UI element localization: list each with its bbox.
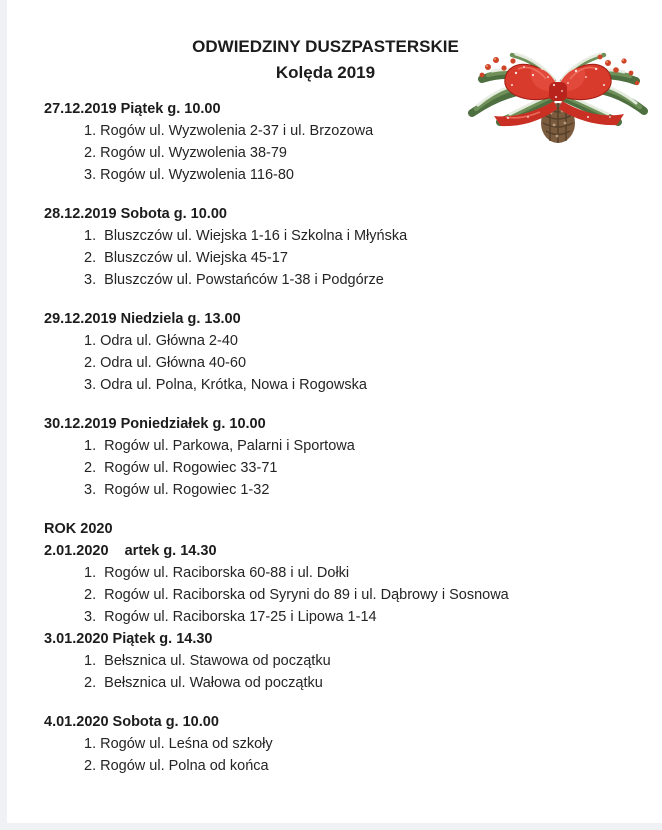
schedule-item: 3. Odra ul. Polna, Krótka, Nowa i Rogowska — [84, 377, 367, 393]
schedule-section — [44, 628, 622, 694]
section-heading: 29.12.2019 Niedziela g. 13.00 — [44, 311, 241, 327]
schedule-item: 2. Rogów ul. Rogowiec 33-71 — [84, 460, 278, 476]
schedule-item: 2. Rogów ul. Polna od końca — [84, 758, 269, 774]
schedule-item: 1. Rogów ul. Wyzwolenia 2-37 i ul. Brzozowa — [84, 123, 374, 139]
section-heading: ROK 2020 — [44, 521, 113, 537]
schedule-item: 2. Rogów ul. Wyzwolenia 38-79 — [84, 145, 287, 161]
schedule-item: 2. Bluszczów ul. Wiejska 45-17 — [84, 250, 288, 266]
schedule-item: 1. Bełsznica ul. Stawowa od początku — [84, 653, 331, 669]
section-heading: 27.12.2019 Piątek g. 10.00 — [44, 101, 221, 117]
schedule-item: 1. Odra ul. Główna 2-40 — [84, 333, 238, 349]
schedule-section — [44, 98, 622, 186]
schedule-section — [44, 308, 622, 396]
schedule-item: 2. Rogów ul. Raciborska od Syryni do 89 i ul. Dąbrowy i Sosnowa — [84, 587, 509, 603]
schedule-item: 1. Rogów ul. Parkowa, Palarni i Sportowa — [84, 438, 355, 454]
schedule-section — [44, 540, 622, 628]
section-heading: 4.01.2020 Sobota g. 10.00 — [44, 714, 219, 730]
schedule-section — [44, 518, 622, 540]
schedule-item: 3. Rogów ul. Wyzwolenia 116-80 — [84, 167, 294, 183]
section-heading: 28.12.2019 Sobota g. 10.00 — [44, 206, 227, 222]
document-header — [44, 34, 607, 86]
section-heading: 2.01.2020 artek g. 14.30 — [44, 543, 217, 559]
schedule-item: 2. Bełsznica ul. Wałowa od początku — [84, 675, 323, 691]
schedule-item: 2. Odra ul. Główna 40-60 — [84, 355, 247, 371]
section-heading: 3.01.2020 Piątek g. 14.30 — [44, 631, 213, 647]
page-title: ODWIEDZINY DUSZPASTERSKIE — [192, 37, 459, 56]
schedule-item: 3. Bluszczów ul. Powstańców 1-38 i Podgórze — [84, 272, 384, 288]
schedule-section — [44, 203, 622, 291]
schedule-section — [44, 413, 622, 501]
schedule-item: 1. Rogów ul. Leśna od szkoły — [84, 736, 273, 752]
schedule-item: 3. Rogów ul. Rogowiec 1-32 — [84, 482, 270, 498]
schedule-item: 1. Rogów ul. Raciborska 60-88 i ul. Dołki — [84, 565, 350, 581]
page-subtitle: Kolęda 2019 — [275, 63, 376, 82]
schedule-section — [44, 711, 622, 777]
section-heading: 30.12.2019 Poniedziałek g. 10.00 — [44, 416, 266, 432]
schedule-item: 1. Bluszczów ul. Wiejska 1-16 i Szkolna i Młyńska — [84, 228, 408, 244]
schedule-item: 3. Rogów ul. Raciborska 17-25 i Lipowa 1-14 — [84, 609, 377, 625]
